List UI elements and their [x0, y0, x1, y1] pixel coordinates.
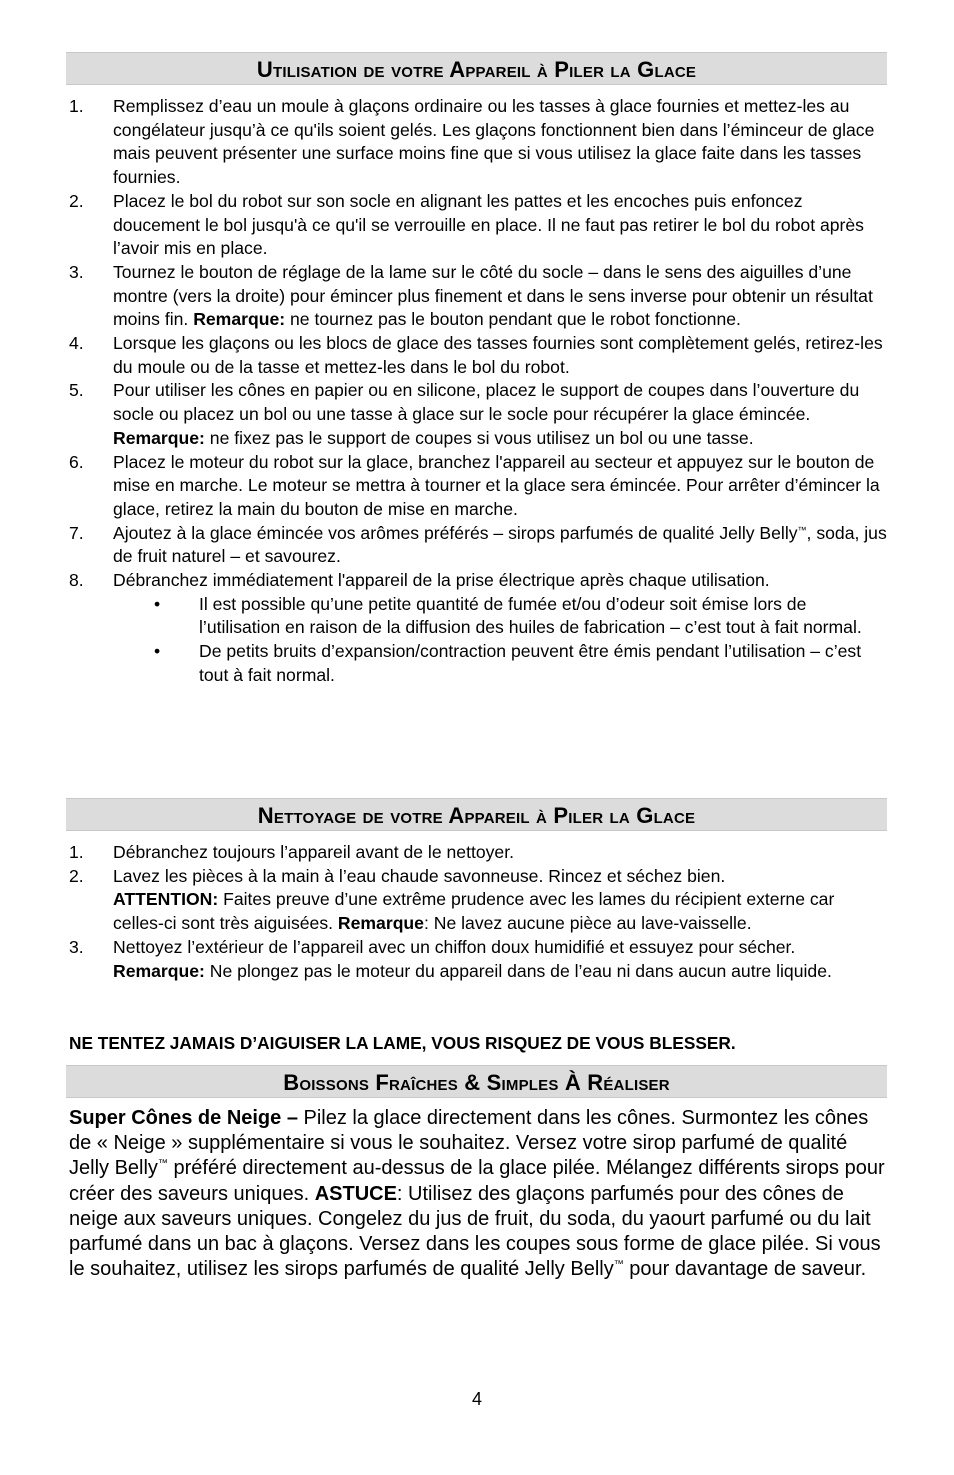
note-label: Remarque: [113, 427, 205, 448]
blade-warning: NE TENTEZ JAMAIS D’AIGUISER LA LAME, VOUS RISQUEZ DE VOUS BLESSER. [69, 1033, 736, 1053]
list-item: 3. Nettoyez l’extérieur de l’appareil avec un chiffon doux humidifié et essuyez pour sécher. Remarque: Ne plongez pas le moteur du appareil dans de l’eau ni dans aucun autre liquide. [69, 936, 832, 981]
list-item: 1. Remplissez d’eau un moule à glaçons ordinaire ou les tasses à glace fournies et mettez-les au congélateur jusqu’à ce qu'ils soient gelés. Les glaçons fonctionnent bien dans l’éminceur de glace mais peuvent présenter une surface moins fine que si vous utilisez la glace faite dans les tasses fournies. [69, 96, 875, 188]
list-item: 7. Ajoutez à la glace émincée vos arômes préférés – sirops parfumés de qualité Jelly Belly™, soda, jus de fruit naturel – et savourez. [69, 522, 887, 567]
section-header-cleaning [66, 798, 887, 831]
list-item: 1. Débranchez toujours l’appareil avant de le nettoyer. [69, 842, 514, 862]
bullet-icon: • [154, 641, 161, 662]
list-item: 3. Tournez le bouton de réglage de la lame sur le côté du socle – dans le sens des aiguilles d’une montre (vers la droite) pour émincer plus finement et dans le sens inverse pour obtenir un résultat moins fin. Remarque: ne tournez pas le bouton pendant que le robot fonctionne. [69, 261, 873, 330]
list-item: 2. Placez le bol du robot sur son socle en alignant les pattes et les encoches puis enfoncez doucement le bol jusqu'à ce qu'il se verrouille en place. Il ne faut pas retirer le bol du robot après l’avoir mis en place. [69, 190, 864, 259]
cleaning-steps-list [66, 841, 887, 983]
list-item: 4. Lorsque les glaçons ou les blocs de glace des tasses fournies sont complètement gelés, retirez-les du moule ou de la tasse et mettez-les dans le bol du robot. [69, 333, 883, 377]
note-label: Remarque [337, 913, 424, 934]
bullet-item: • Il est possible qu’une petite quantité de fumée et/ou d’odeur soit émise lors de l’utilisation en raison de la diffusion des huiles de fabrication – c’est tout à fait normal. [154, 593, 862, 638]
attention-label: ATTENTION: [113, 889, 219, 910]
section-title-drinks: Boissons Fraîches & Simples À Réaliser [283, 1070, 670, 1095]
trademark-symbol: ™ [613, 1259, 624, 1271]
note-label: Remarque: [193, 309, 286, 330]
usage-steps-list [66, 95, 887, 688]
section-header-drinks [66, 1065, 887, 1098]
list-item: 5. Pour utiliser les cônes en papier ou en silicone, placez le support de coupes dans l’ouverture du socle ou placez un bol ou une tasse à glace sur le socle pour récupérer la glace émincée. Remarque: ne fixez pas le support de coupes si vous utilisez un bol ou une tasse. [69, 380, 860, 448]
list-item: 6. Placez le moteur du robot sur la glace, branchez l'appareil au secteur et appuyez sur le bouton de mise en marche. Le moteur se mettra à tourner et la glace sera émincée. Pour arrêter d’émincer la glace, retirez la main du bouton de mise en marche. [69, 451, 880, 519]
section-header-usage [66, 52, 887, 85]
section-title-usage: Utilisation de votre Appareil à Piler la Glace [256, 57, 697, 82]
list-item: 8. Débranchez immédiatement l'appareil de la prise électrique après chaque utilisation. • Il est possible qu’une petite quantité de fumée et/ou d’odeur soit émise lors de l’utilisation en raison de la diffusion des huiles de fabrication – c’est tout à fait normal. • De petits bruits d’expansion/contraction peuvent être émis pendant l’utilisation – c’est tout à fait normal. [66, 569, 887, 688]
trademark-symbol: ™ [157, 1158, 168, 1170]
trademark-symbol: ™ [797, 524, 807, 535]
tip-label: ASTUCE [314, 1182, 397, 1205]
page-number: 4 [471, 1389, 482, 1409]
section-title-cleaning: Nettoyage de votre Appareil à Piler la Glace [257, 803, 696, 828]
bullet-list [66, 593, 887, 688]
snow-cones-paragraph: Super Cônes de Neige – Pilez la glace directement dans les cônes. Surmontez les cônes de « Neige » supplémentaire si vous le souhaitez. Versez votre sirop parfumé de qualité Jelly Belly™ préféré directement au-dessus de la glace pilée. Mélangez différents sirops pour créer des saveurs uniques. ASTUCE: Utilisez des glaçons parfumés pour des cônes de neige aux saveurs uniques. Congelez du jus de fruit, du soda, du yaourt parfumé ou du lait parfumé dans un bac à glaçons. Versez dans les coupes sous forme de glace pilée. Si vous le souhaitez, utilisez les sirops parfumés de qualité Jelly Belly™ pour davantage de saveur. [69, 1107, 885, 1281]
list-item: 2. Lavez les pièces à la main à l’eau chaude savonneuse. Rincez et séchez bien. ATTENTION: Faites preuve d’une extrême prudence avec les lames du récipient externe car celles-ci sont très aiguisées. Remarque: Ne lavez aucune pièce au lave-vaisselle. [69, 865, 835, 934]
recipe-title: Super Cônes de Neige – [69, 1107, 298, 1129]
note-label: Remarque: [113, 960, 205, 981]
bullet-item: • De petits bruits d’expansion/contraction peuvent être émis pendant l’utilisation – c’est tout à fait normal. [154, 641, 862, 685]
bullet-icon: • [154, 593, 161, 614]
